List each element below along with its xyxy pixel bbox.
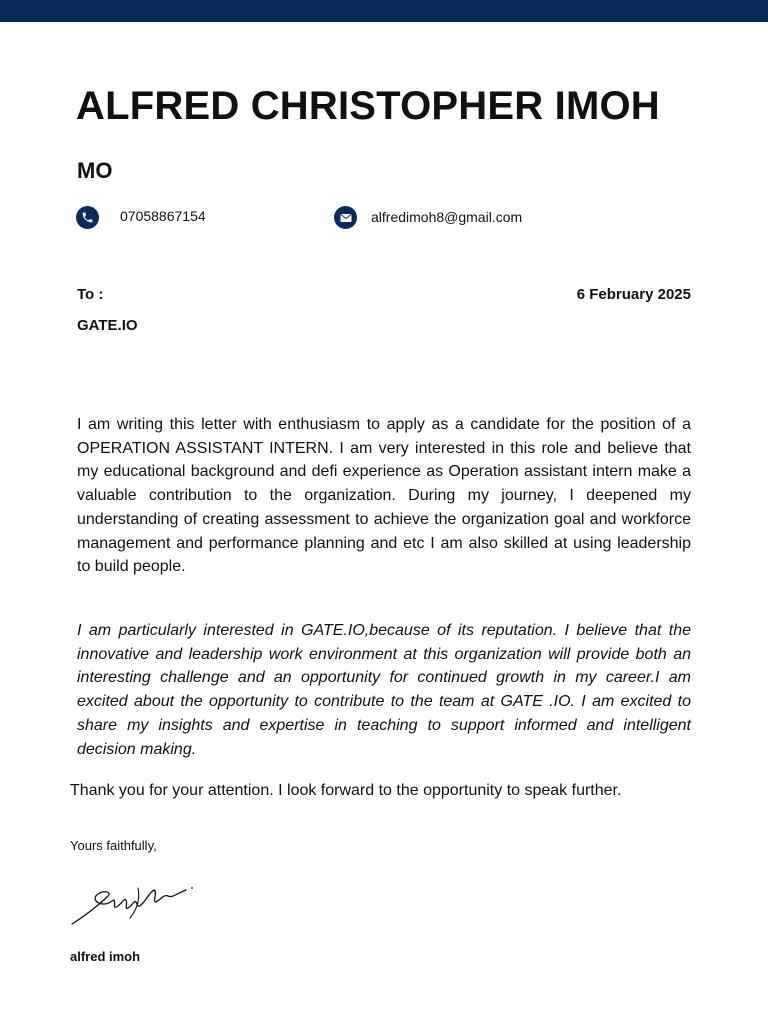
- thank-you-line: Thank you for your attention. I look forward to the opportunity to speak further.: [70, 782, 622, 799]
- contact-phone: [76, 206, 206, 229]
- body-paragraph-2: I am particularly interested in GATE.IO,because of its reputation. I believe that the innovative and leadership work environment at this organization will provide both an interesting challenge and an opportunity for continued growth in my career.I am excited about the opportunity to contribute to the team at GATE .IO. I am excited to share my insights and expertise in teaching to support informed and intelligent decision making.: [77, 622, 691, 758]
- contact-email: [334, 206, 522, 229]
- phone-icon: [76, 206, 99, 229]
- top-accent-bar: [0, 0, 768, 22]
- mail-icon: [334, 206, 357, 229]
- body-paragraph-1: I am writing this letter with enthusiasm to apply as a candidate for the position of a OPERATION ASSISTANT INTERN. I am very interested in this role and believe that my educational background and defi experience as Operation assistant intern make a valuable contribution to the organization. During my journey, I deepened my understanding of creating assessment to achieve the organization goal and workforce management and performance planning and etc I am also skilled at using leadership to build people.: [77, 416, 691, 576]
- recipient: GATE.IO: [77, 317, 138, 334]
- letter-date: 6 February 2025: [576, 286, 691, 303]
- to-label: To :: [77, 286, 104, 303]
- closing-salutation: Yours faithfully,: [70, 838, 157, 853]
- signature-image: [68, 878, 198, 928]
- phone-number[interactable]: 07058867154: [120, 207, 206, 224]
- signer-name: alfred imoh: [70, 949, 141, 964]
- email-address[interactable]: alfredimoh8@gmail.com: [371, 208, 523, 225]
- applicant-name: ALFRED CHRISTOPHER IMOH: [76, 84, 660, 128]
- applicant-role: MO: [77, 158, 113, 183]
